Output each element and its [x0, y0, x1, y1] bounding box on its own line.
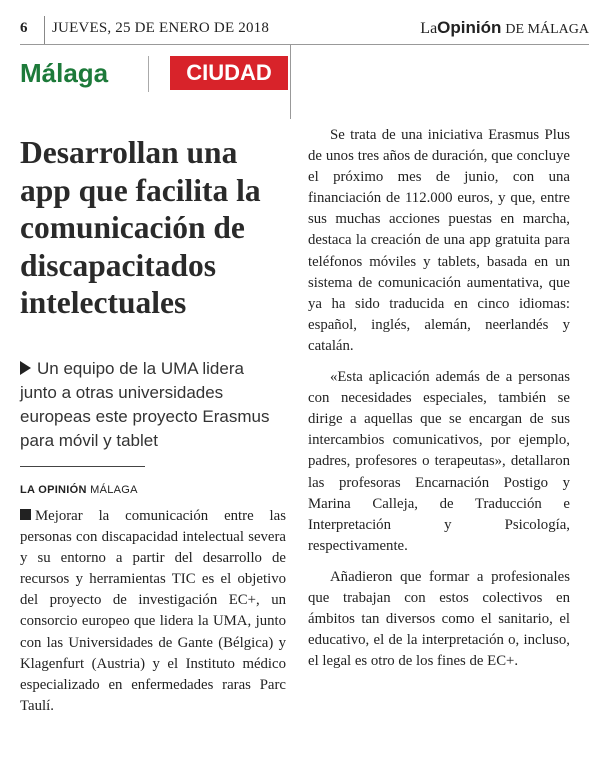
body-column-2 [308, 125, 570, 672]
subheadline [20, 357, 285, 453]
paragraph-4: Añadieron que formar a profesionales que trabajan con estos colectivos en ámbitos tan diversos como el sanitario, el educativo, el de la interpretación o, incluso, el legal es otro de los fines de EC+. [308, 568, 570, 670]
issue-date: JUEVES, 25 DE ENERO DE 2018 [52, 20, 270, 36]
logo-place: DE MÁLAGA [505, 22, 589, 37]
triangle-bullet-icon [20, 361, 31, 375]
headline: Desarrollan una app que facilita la comunicación de discapacitados intelectuales [20, 135, 261, 320]
byline-source: LA OPINIÓN [20, 484, 87, 496]
section-name: Málaga [20, 58, 109, 88]
subheadline-text: Un equipo de la UMA lidera junto a otras universidades europeas este proyecto Erasmus para móvil y tablet [20, 359, 270, 450]
paragraph-2: Se trata de una iniciativa Erasmus Plus de unos tres años de duración, que concluye el próximo mes de junio, con una financiación de 112.000 euros, y que, entre sus muchas acciones puestas en marcha, destaca la creación de una app gratuita para teléfonos móviles y tablets, basada en un sistema de comunicación aumentativa, que ya ha sido traducida en cinco idiomas: español, inglés, alemán, neerlandés y catalán. [308, 127, 570, 354]
header-divider [44, 16, 45, 44]
column-divider [290, 44, 291, 119]
body-column-1 [20, 506, 286, 717]
section-divider [148, 56, 149, 92]
lead-paragraph [20, 506, 286, 717]
page-number: 6 [20, 20, 28, 36]
section-tag: CIUDAD [170, 56, 288, 90]
logo-la: La [420, 20, 438, 37]
square-bullet-icon [20, 509, 31, 520]
paragraph-3: «Esta aplicación además de a personas con necesidades especiales, también se dirige a aquellas que se encargan de sus intercambios comunicativos, por ejemplo, padres, profesores o terapeutas», detallaron las profesoras Encarnación Postigo y Marina Calleja, de Traducción e Interpretación y Psicología, respectivamente. [308, 369, 570, 554]
header-rule [20, 44, 589, 45]
lead-text: Mejorar la comunicación entre las personas con discapacidad intelectual severa y su entorno a partir del desarrollo de recursos y herramientas TIC es el objetivo del proyecto de investigación EC+, un consorcio europeo que lidera la UMA, junto con las Universidades de Gante (Bélgica) y Klagenfurt (Austria) y el Instituto médico especializado en enfermedades raras Parc Taulí. [20, 508, 286, 714]
byline [20, 484, 138, 496]
byline-place: MÁLAGA [90, 484, 138, 496]
byline-rule [20, 466, 145, 467]
logo-opinion: Opinión [437, 18, 502, 37]
newspaper-logo [420, 18, 589, 38]
page-header [20, 14, 589, 46]
